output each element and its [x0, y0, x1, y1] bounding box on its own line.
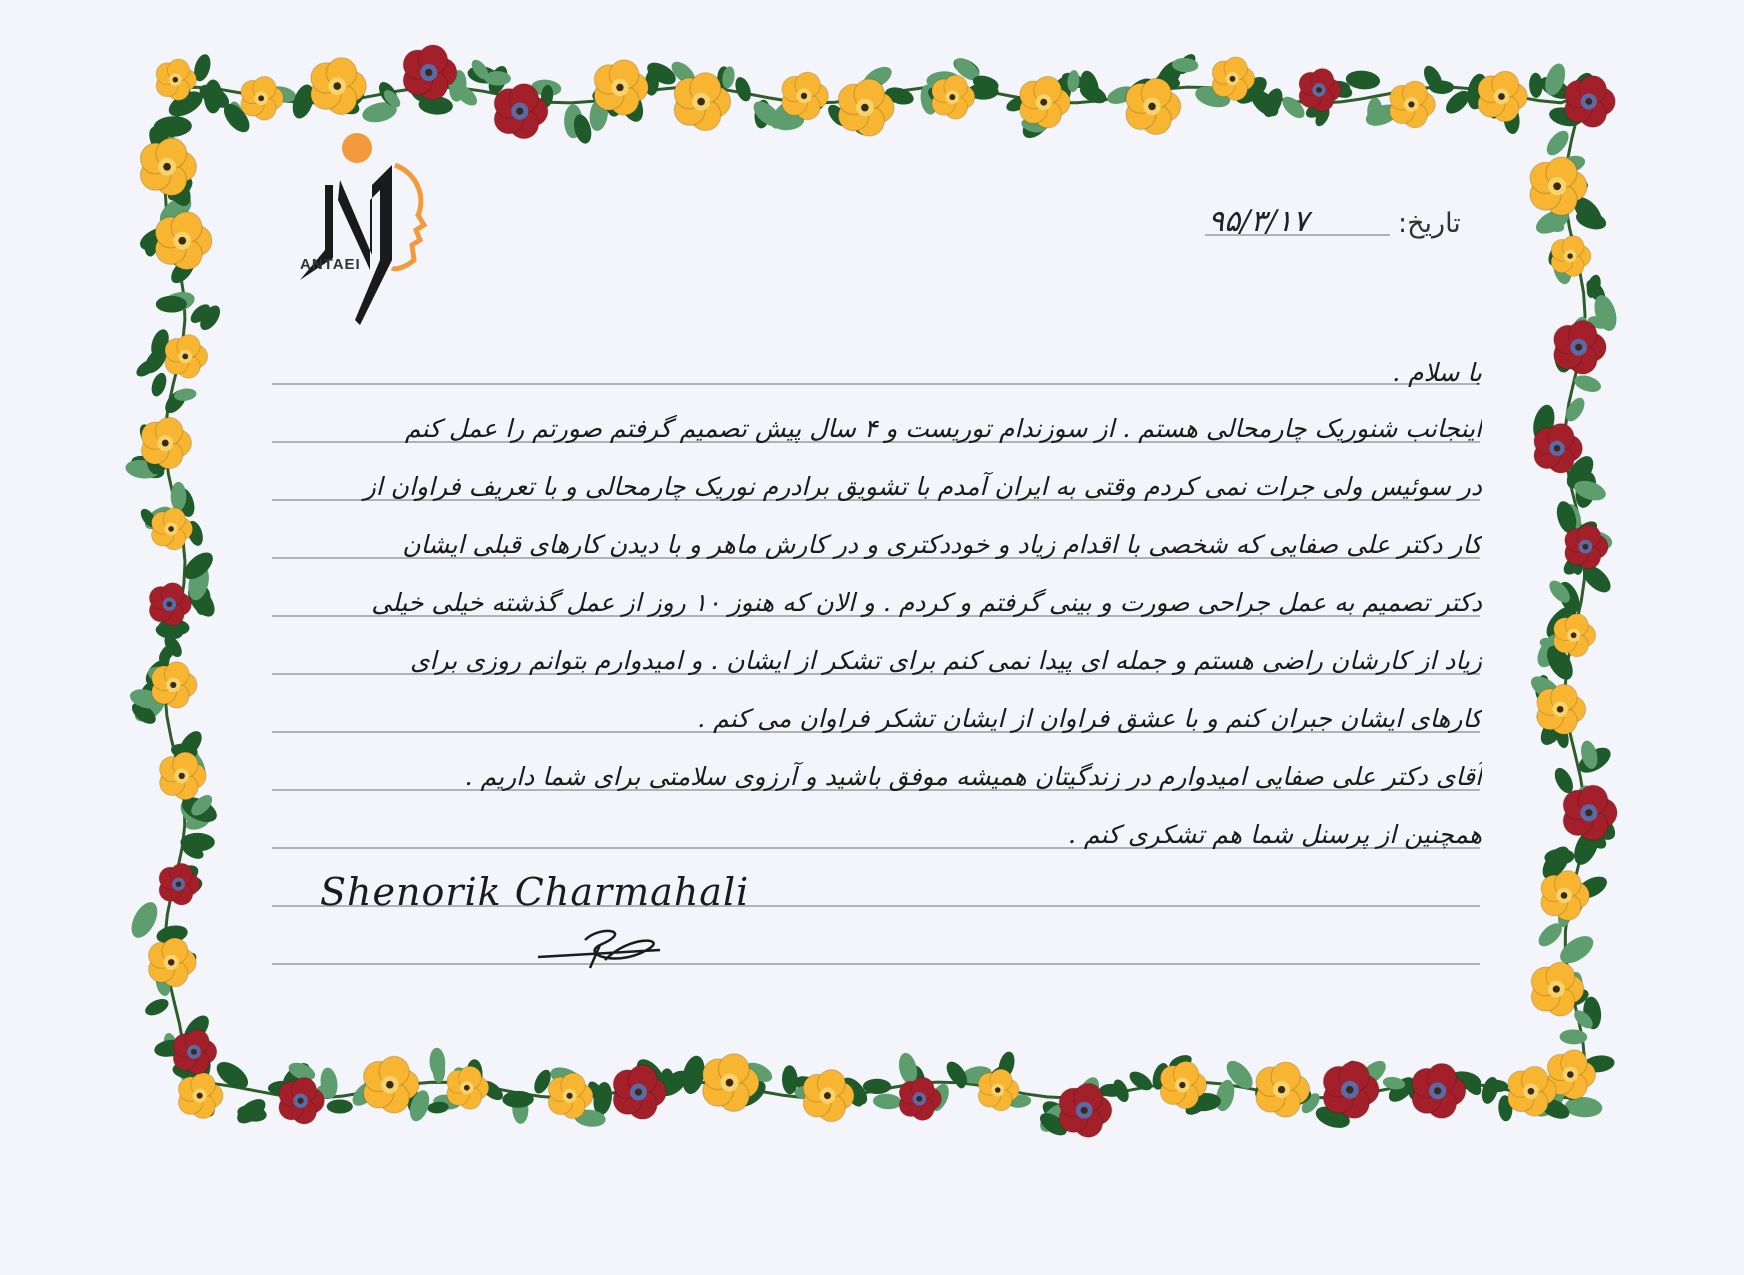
letter-line: کار دکتر علی صفایی که شخصی با اقدام زیاد و خوددکتری و در کارش ماهر و با دیدن کارهای قبلی ایشان: [402, 530, 1482, 559]
flower-icon: [178, 1073, 223, 1119]
letter-line: زیاد از کارشان راضی هستم و جمله ای پیدا نمی کنم برای تشکر از ایشان . و امیدوارم بتوانم روزی برای: [409, 646, 1482, 675]
letter-line: در سوئیس ولی جرات نمی کردم وقتی به ایران آمدم با تشویق برادرم نوریک چارمحالی و با تعریف فراوان از: [363, 472, 1482, 501]
flower-icon: [782, 72, 828, 120]
flower-icon: [165, 335, 208, 379]
leaf-icon: [502, 1091, 534, 1108]
flower-icon: [149, 938, 197, 987]
leaf-icon: [327, 1099, 353, 1113]
flower-icon: [152, 662, 197, 708]
letter-line: دکتر تصمیم به عمل جراحی صورت و بینی گرفتم و کردم . و الان که هنوز ۱۰ روز از عمل گذشته خیلی خیلی: [371, 588, 1482, 617]
date-label: تاریخ:: [1398, 208, 1461, 239]
letter-line: همچنین از پرسنل شما هم تشکری کنم .: [1067, 820, 1482, 849]
letter-line: اینجانب شنوریک چارمحالی هستم . از سوزندام توریست و ۴ سال پیش تصمیم گرفتم صورتم را عمل کنم: [404, 414, 1482, 443]
date-value: ۹۵/۳/۱۷: [1208, 204, 1309, 239]
flower-icon: [1299, 68, 1341, 111]
flower-icon: [1478, 71, 1527, 121]
face-profile-logo-icon: [300, 133, 424, 325]
signature-scribble: [538, 931, 660, 968]
flower-icon: [155, 212, 211, 270]
leaf-icon: [1345, 69, 1381, 91]
leaf-icon: [149, 371, 169, 398]
flower-icon: [803, 1070, 854, 1122]
leaf-icon: [872, 1093, 902, 1110]
leaf-icon: [732, 75, 753, 104]
flower-icon: [1551, 236, 1591, 277]
letter-line: کارهای ایشان جبران کنم و با عشق فراوان از ایشان تشکر فراوان می کنم .: [697, 704, 1482, 733]
flower-icon: [1565, 76, 1615, 128]
flower-icon: [1554, 320, 1606, 374]
flower-icon: [403, 45, 457, 100]
leaf-icon: [171, 482, 187, 511]
flower-icon: [1256, 1062, 1310, 1117]
flower-icon: [241, 77, 284, 121]
leaf-icon: [156, 296, 187, 313]
flower-icon: [932, 75, 975, 119]
leaf-icon: [143, 996, 171, 1019]
letter-line: با سلام .: [1392, 358, 1482, 387]
flower-icon: [1554, 614, 1596, 657]
flower-icon: [838, 79, 894, 136]
flower-icon: [149, 583, 191, 626]
flower-icon: [141, 417, 191, 468]
flower-icon: [1541, 871, 1589, 921]
leaf-icon: [1429, 80, 1454, 94]
flower-icon: [279, 1077, 324, 1124]
flower-icon: [1537, 684, 1586, 734]
signature-name: Shenorik Charmahali: [320, 870, 750, 914]
flower-icon: [1565, 525, 1608, 569]
logo-wordmark: ANTAEI: [300, 256, 361, 273]
letter-line: آقای دکتر علی صفایی امیدوارم در زندگیتان همیشه موفق باشید و آرزوی سلامتی برای شما داریم .: [464, 762, 1482, 791]
